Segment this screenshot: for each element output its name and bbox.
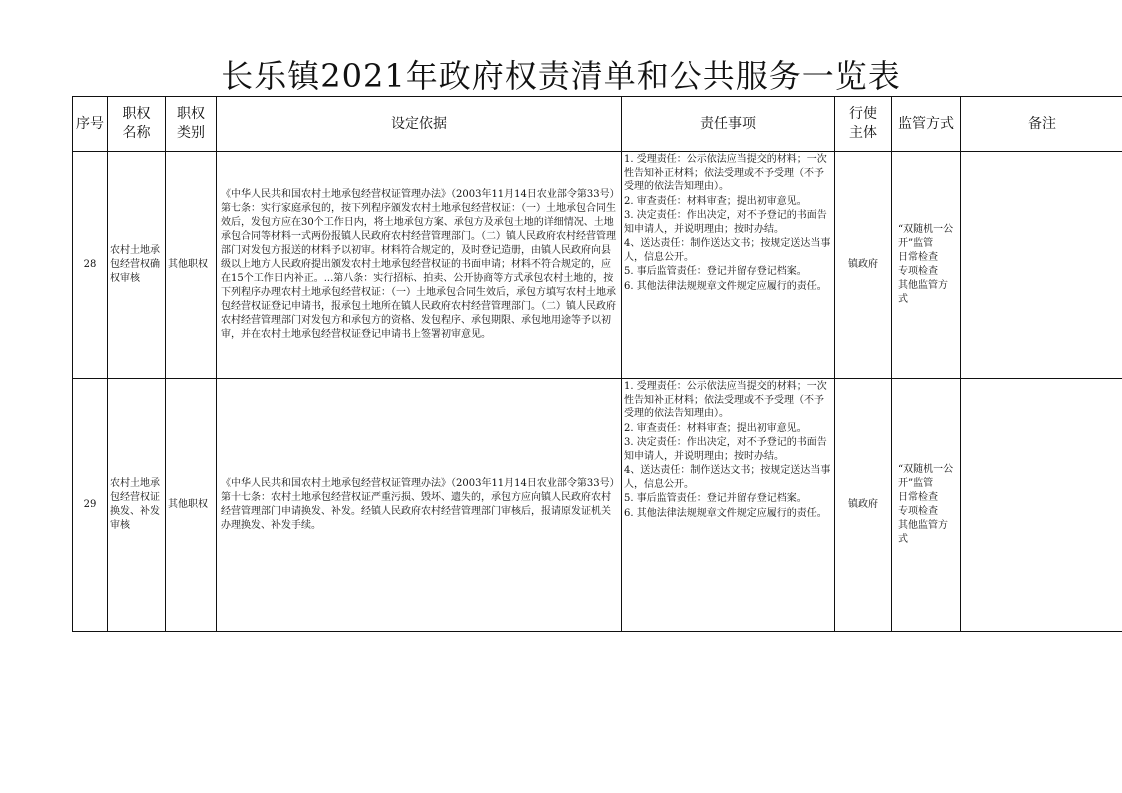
row-no: 29 (73, 379, 108, 632)
duty-item: 5. 事后监管责任：登记并留存登记档案。 (624, 266, 807, 277)
row-remark (961, 379, 1122, 632)
row-basis: 《中华人民共和国农村土地承包经营权证管理办法》（2003年11月14日农业部令第33号）第七条：实行家庭承包的，按下列程序颁发农村土地承包经营权证：（一）土地承包合同生效后，发包方应在30个工作日内，将土地承包方案、承包方及承包土地的详细情况、土地承包合同等材料一式两份报镇人民政府农村经营管理部门。（二）镇人民政府农村经营管理部门对发包方报送的材料予以初审。材料符合规定的，及时登记造册，由镇人民政府向县级以上地方人民政府提出颁发农村土地承包经营权证的书面申请；材料不符合规定的，应在15个工作日内补正。...第八条：实行招标、拍卖、公开协商等方式承包农村土地的，按下列程序办理农村土地承包经营权证：（一）土地承包合同生效后，承包方填写农村土地承包经营权证登记申请书，报承包土地所在镇人民政府农村经营管理部门。（二）镇人民政府农村经营管理部门对发包方和承包方的资格、发包程序、承包期限、承包地用途等予以初审，并在农村土地承包经营权证登记申请书上签署初审意见。 (217, 152, 622, 379)
duty-item: 1. 受理责任：公示依法应当提交的材料；一次性告知补正材料；依法受理或不予受理（不予受理的依法告知理由）。 (624, 381, 827, 419)
header-type: 职权 类别 (166, 97, 217, 152)
row-subject: 镇政府 (835, 152, 892, 379)
row-supervise: “双随机一公开”监管 日常检查 专项检查 其他监管方式 (892, 152, 961, 379)
table-row (73, 379, 1122, 632)
row-no: 28 (73, 152, 108, 379)
table-row (73, 152, 1122, 379)
header-duty: 责任事项 (622, 97, 835, 152)
duty-item: 4、送达责任：制作送达文书；按规定送达当事人，信息公开。 (624, 238, 831, 263)
header-subject: 行使 主体 (835, 97, 892, 152)
row-subject: 镇政府 (835, 379, 892, 632)
duty-item: 5. 事后监管责任：登记并留存登记档案。 (624, 493, 807, 504)
row-duties (622, 152, 835, 379)
duty-item: 6. 其他法律法规规章文件规定应履行的责任。 (624, 507, 827, 519)
row-name: 农村土地承包经营权证换发、补发审核 (108, 379, 166, 632)
row-type: 其他职权 (166, 379, 217, 632)
table-header-row (73, 97, 1122, 152)
duty-item: 2. 审查责任：材料审查；提出初审意见。 (624, 422, 807, 434)
row-supervise: “双随机一公开”监管 日常检查 专项检查 其他监管方式 (892, 379, 961, 632)
duty-item: 4、送达责任：制作送达文书；按规定送达当事人，信息公开。 (624, 465, 831, 490)
row-type: 其他职权 (166, 152, 217, 379)
duty-item: 1. 受理责任：公示依法应当提交的材料；一次性告知补正材料；依法受理或不予受理（不予受理的依法告知理由）。 (624, 154, 827, 192)
power-list-table (72, 96, 1122, 632)
header-supervise: 监管方式 (892, 97, 961, 152)
header-name: 职权 名称 (108, 97, 166, 152)
duty-item: 3. 决定责任：作出决定，对不予登记的书面告知申请人，并说明理由；按时办结。 (624, 210, 827, 235)
duty-item: 2. 审查责任：材料审查；提出初审意见。 (624, 195, 807, 207)
header-basis: 设定依据 (217, 97, 622, 152)
header-no: 序号 (73, 97, 108, 152)
page-title: 长乐镇2021年政府权责清单和公共服务一览表 (221, 57, 901, 95)
row-basis: 《中华人民共和国农村土地承包经营权证管理办法》（2003年11月14日农业部令第33号）第十七条：农村土地承包经营权证严重污损、毁坏、遗失的，承包方应向镇人民政府农村经营管理部门申请换发、补发。经镇人民政府农村经营管理部门审核后，报请原发证机关办理换发、补发手续。 (217, 379, 622, 632)
row-remark (961, 152, 1122, 379)
duty-item: 6. 其他法律法规规章文件规定应履行的责任。 (624, 280, 827, 292)
header-remark: 备注 (961, 97, 1122, 152)
row-name: 农村土地承包经营权确权审核 (108, 152, 166, 379)
row-duties (622, 379, 835, 632)
duty-item: 3. 决定责任：作出决定，对不予登记的书面告知申请人，并说明理由；按时办结。 (624, 437, 827, 462)
